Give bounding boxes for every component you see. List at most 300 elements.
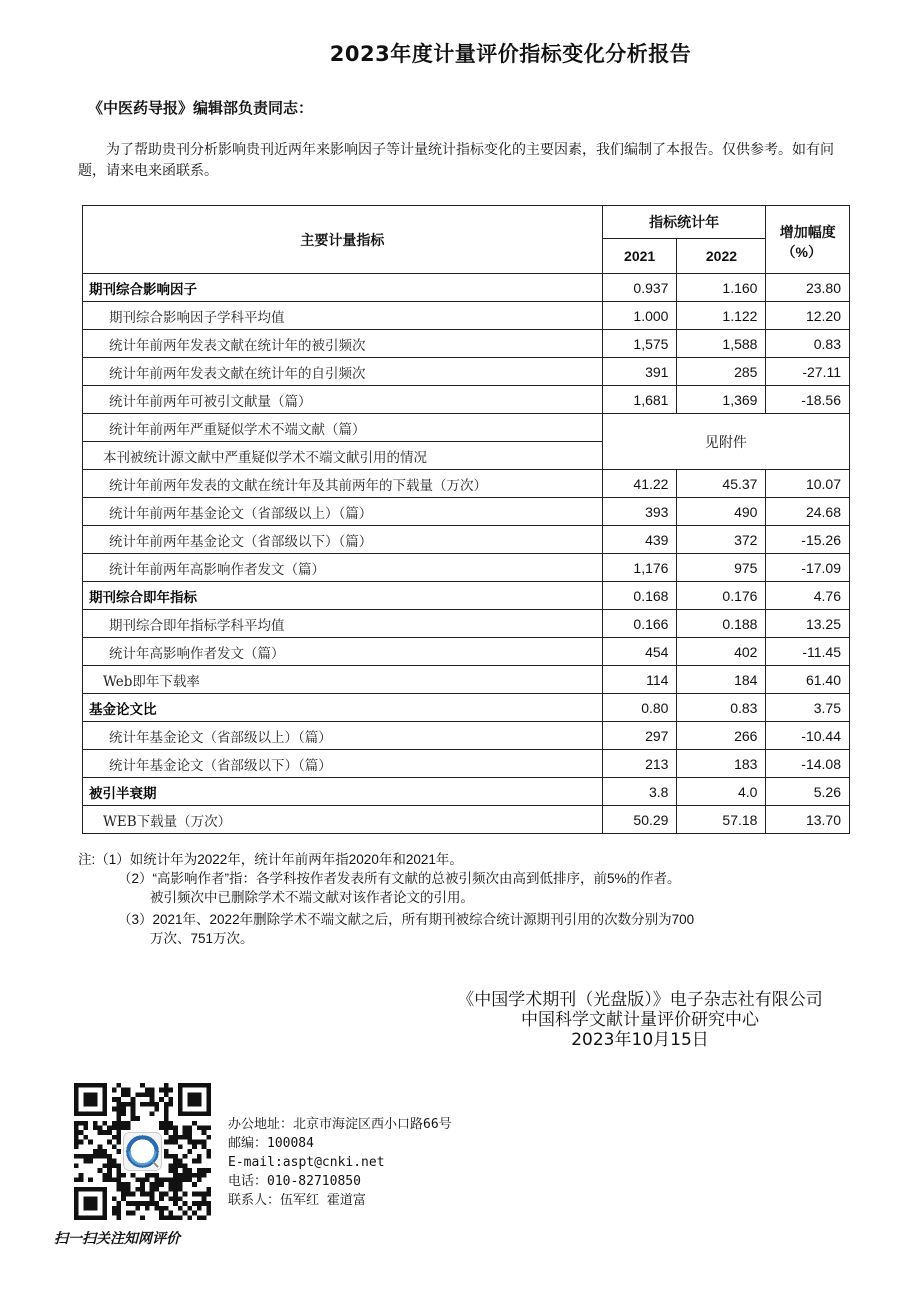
metric-label: 统计年基金论文（省部级以下）（篇） bbox=[83, 750, 603, 778]
table-row bbox=[83, 330, 850, 358]
qr-module bbox=[135, 1116, 140, 1121]
qr-module bbox=[79, 1140, 84, 1145]
qr-module bbox=[187, 1140, 192, 1145]
value-2021: 50.29 bbox=[602, 806, 677, 834]
value-change: 13.70 bbox=[766, 806, 850, 834]
qr-module bbox=[202, 1140, 207, 1145]
qr-module bbox=[140, 1083, 145, 1088]
qr-module bbox=[107, 1126, 112, 1131]
qr-module bbox=[121, 1187, 126, 1192]
qr-module bbox=[126, 1092, 131, 1097]
value-change: -27.11 bbox=[766, 358, 850, 386]
value-2022: 266 bbox=[677, 722, 766, 750]
value-2022: 372 bbox=[677, 526, 766, 554]
qr-module bbox=[159, 1196, 164, 1201]
qr-module bbox=[126, 1121, 131, 1126]
qr-module bbox=[164, 1116, 169, 1121]
qr-module bbox=[192, 1211, 197, 1216]
merged-attachment-note: 见附件 bbox=[602, 414, 849, 470]
qr-module bbox=[131, 1107, 136, 1112]
qr-module bbox=[145, 1201, 150, 1206]
qr-module bbox=[112, 1144, 117, 1149]
qr-module bbox=[173, 1168, 178, 1173]
qr-module bbox=[145, 1173, 150, 1178]
qr-module bbox=[102, 1177, 107, 1182]
qr-module bbox=[88, 1159, 93, 1164]
value-change: -14.08 bbox=[766, 750, 850, 778]
qr-module bbox=[178, 1159, 183, 1164]
value-2021: 0.166 bbox=[602, 610, 677, 638]
qr-module bbox=[140, 1182, 145, 1187]
qr-module bbox=[126, 1211, 131, 1216]
qr-module bbox=[187, 1126, 192, 1131]
value-change: -10.44 bbox=[766, 722, 850, 750]
greeting: 《中医药导报》编辑部负责同志： bbox=[88, 99, 314, 117]
qr-module bbox=[126, 1201, 131, 1206]
value-2022: 402 bbox=[677, 638, 766, 666]
qr-module bbox=[140, 1192, 145, 1197]
qr-module bbox=[154, 1107, 159, 1112]
qr-module bbox=[168, 1215, 173, 1220]
qr-module bbox=[98, 1144, 103, 1149]
qr-finder-top-left bbox=[74, 1083, 107, 1116]
qr-module bbox=[145, 1088, 150, 1093]
qr-module bbox=[178, 1173, 183, 1178]
value-2022: 0.83 bbox=[677, 694, 766, 722]
qr-module bbox=[117, 1107, 122, 1112]
qr-module bbox=[154, 1177, 159, 1182]
note-3-cont: 万次、751万次。 bbox=[150, 931, 254, 946]
qr-module bbox=[117, 1173, 122, 1178]
qr-module bbox=[150, 1173, 155, 1178]
qr-module bbox=[197, 1206, 202, 1211]
metric-label: 基金论文比 bbox=[83, 694, 603, 722]
qr-module bbox=[112, 1097, 117, 1102]
qr-module bbox=[79, 1130, 84, 1135]
qr-module bbox=[206, 1126, 211, 1131]
qr-code-icon[interactable] bbox=[74, 1083, 211, 1220]
note-1: 注:（1）如统计年为2022年，统计年前两年指2020年和2021年。 bbox=[78, 852, 463, 867]
value-2021: 0.168 bbox=[602, 582, 677, 610]
value-2021: 439 bbox=[602, 526, 677, 554]
qr-module bbox=[168, 1187, 173, 1192]
qr-module bbox=[206, 1211, 211, 1216]
qr-module bbox=[173, 1187, 178, 1192]
qr-module bbox=[117, 1182, 122, 1187]
qr-module bbox=[164, 1121, 169, 1126]
qr-module bbox=[126, 1126, 131, 1131]
qr-module bbox=[168, 1154, 173, 1159]
qr-module bbox=[168, 1163, 173, 1168]
qr-module bbox=[202, 1192, 207, 1197]
contact-info bbox=[228, 1115, 452, 1210]
metric-label: 统计年前两年严重疑似学术不端文献（篇） bbox=[83, 414, 603, 442]
contact-persons: 联系人：伍军红 霍道富 bbox=[228, 1193, 366, 1208]
qr-module bbox=[112, 1206, 117, 1211]
qr-module bbox=[197, 1192, 202, 1197]
qr-module bbox=[107, 1130, 112, 1135]
qr-module bbox=[126, 1088, 131, 1093]
qr-module bbox=[206, 1192, 211, 1197]
table-row bbox=[83, 778, 850, 806]
value-2021: 114 bbox=[602, 666, 677, 694]
qr-module bbox=[178, 1215, 183, 1220]
qr-module bbox=[178, 1206, 183, 1211]
qr-module bbox=[183, 1173, 188, 1178]
qr-module bbox=[117, 1116, 122, 1121]
qr-module bbox=[178, 1163, 183, 1168]
qr-module bbox=[164, 1092, 169, 1097]
qr-module bbox=[140, 1092, 145, 1097]
qr-module bbox=[178, 1182, 183, 1187]
qr-module bbox=[173, 1154, 178, 1159]
value-2021: 454 bbox=[602, 638, 677, 666]
qr-module bbox=[173, 1173, 178, 1178]
qr-module bbox=[159, 1097, 164, 1102]
qr-module bbox=[121, 1092, 126, 1097]
qr-module bbox=[102, 1154, 107, 1159]
qr-module bbox=[164, 1111, 169, 1116]
notes bbox=[78, 850, 848, 948]
qr-module bbox=[197, 1215, 202, 1220]
qr-module bbox=[117, 1126, 122, 1131]
header-metric: 主要计量指标 bbox=[83, 206, 603, 274]
qr-module bbox=[206, 1201, 211, 1206]
qr-module bbox=[74, 1177, 79, 1182]
qr-module bbox=[173, 1215, 178, 1220]
qr-module bbox=[107, 1168, 112, 1173]
metric-label: 统计年基金论文（省部级以上）（篇） bbox=[83, 722, 603, 750]
signoff bbox=[400, 990, 880, 1050]
qr-module bbox=[74, 1130, 79, 1135]
qr-module bbox=[173, 1192, 178, 1197]
qr-caption: 扫一扫关注知网评价 bbox=[54, 1231, 180, 1247]
qr-module bbox=[93, 1149, 98, 1154]
qr-module bbox=[168, 1177, 173, 1182]
table-row bbox=[83, 414, 850, 442]
qr-module bbox=[187, 1215, 192, 1220]
value-2021: 0.937 bbox=[602, 274, 677, 302]
contact-phone: 电话：010-82710850 bbox=[228, 1174, 361, 1189]
qr-module bbox=[164, 1192, 169, 1197]
qr-module bbox=[117, 1168, 122, 1173]
intro-text: 为了帮助贵刊分析影响贵刊近两年来影响因子等计量统计指标变化的主要因素，我们编制了本报告。仅供参考。如有问题，请来电来函联系。 bbox=[78, 142, 834, 179]
qr-module bbox=[187, 1135, 192, 1140]
qr-module bbox=[197, 1168, 202, 1173]
qr-module bbox=[183, 1126, 188, 1131]
qr-module bbox=[168, 1126, 173, 1131]
qr-module bbox=[187, 1168, 192, 1173]
qr-module bbox=[164, 1102, 169, 1107]
qr-module bbox=[183, 1211, 188, 1216]
qr-module bbox=[168, 1182, 173, 1187]
qr-module bbox=[183, 1135, 188, 1140]
qr-module bbox=[131, 1173, 136, 1178]
qr-center-logo bbox=[124, 1133, 162, 1171]
qr-module bbox=[168, 1140, 173, 1145]
intro-paragraph bbox=[78, 140, 843, 182]
qr-module bbox=[197, 1173, 202, 1178]
qr-module bbox=[117, 1177, 122, 1182]
qr-module bbox=[150, 1187, 155, 1192]
metrics-table bbox=[82, 205, 850, 834]
qr-module bbox=[121, 1192, 126, 1197]
qr-module bbox=[83, 1159, 88, 1164]
qr-module bbox=[206, 1149, 211, 1154]
qr-module bbox=[117, 1111, 122, 1116]
qr-module bbox=[74, 1154, 79, 1159]
qr-module bbox=[135, 1092, 140, 1097]
qr-module bbox=[168, 1168, 173, 1173]
qr-module bbox=[145, 1177, 150, 1182]
qr-module bbox=[83, 1154, 88, 1159]
qr-module bbox=[154, 1182, 159, 1187]
qr-module bbox=[121, 1126, 126, 1131]
qr-module bbox=[202, 1201, 207, 1206]
value-2022: 1.160 bbox=[677, 274, 766, 302]
value-2022: 1,369 bbox=[677, 386, 766, 414]
qr-module bbox=[121, 1088, 126, 1093]
value-2022: 490 bbox=[677, 498, 766, 526]
table-row bbox=[83, 386, 850, 414]
header-year-2022: 2022 bbox=[677, 239, 766, 274]
qr-module bbox=[140, 1102, 145, 1107]
qr-module bbox=[112, 1177, 117, 1182]
qr-module bbox=[121, 1173, 126, 1178]
qr-module bbox=[159, 1211, 164, 1216]
qr-module bbox=[173, 1182, 178, 1187]
qr-module bbox=[107, 1140, 112, 1145]
value-2022: 1.122 bbox=[677, 302, 766, 330]
table-header-row bbox=[83, 206, 850, 239]
signoff-org1: 《中国学术期刊（光盘版）》电子杂志社有限公司 bbox=[457, 990, 823, 1010]
qr-module bbox=[98, 1149, 103, 1154]
qr-module bbox=[183, 1168, 188, 1173]
qr-module bbox=[112, 1088, 117, 1093]
qr-module bbox=[79, 1177, 84, 1182]
qr-module bbox=[112, 1159, 117, 1164]
qr-module bbox=[192, 1159, 197, 1164]
table-row bbox=[83, 274, 850, 302]
qr-module bbox=[131, 1201, 136, 1206]
qr-module bbox=[79, 1173, 84, 1178]
qr-module bbox=[79, 1121, 84, 1126]
qr-module bbox=[197, 1159, 202, 1164]
qr-module bbox=[164, 1083, 169, 1088]
qr-module bbox=[117, 1135, 122, 1140]
metric-label: 统计年前两年发表文献在统计年的自引频次 bbox=[83, 358, 603, 386]
qr-module bbox=[206, 1187, 211, 1192]
qr-module bbox=[145, 1092, 150, 1097]
qr-module bbox=[135, 1177, 140, 1182]
qr-module bbox=[140, 1215, 145, 1220]
qr-module bbox=[164, 1149, 169, 1154]
qr-module bbox=[117, 1102, 122, 1107]
qr-module bbox=[102, 1163, 107, 1168]
qr-module bbox=[131, 1102, 136, 1107]
value-2021: 41.22 bbox=[602, 470, 677, 498]
qr-module bbox=[83, 1135, 88, 1140]
qr-module bbox=[79, 1154, 84, 1159]
signoff-org2: 中国科学文献计量评价研究中心 bbox=[521, 1010, 759, 1030]
qr-module bbox=[135, 1187, 140, 1192]
qr-module bbox=[112, 1126, 117, 1131]
qr-module bbox=[164, 1154, 169, 1159]
qr-module bbox=[159, 1182, 164, 1187]
qr-module bbox=[102, 1149, 107, 1154]
qr-module bbox=[159, 1192, 164, 1197]
qr-module bbox=[117, 1215, 122, 1220]
metric-label: 期刊综合影响因子 bbox=[83, 274, 603, 302]
value-change: 61.40 bbox=[766, 666, 850, 694]
qr-module bbox=[183, 1192, 188, 1197]
value-2022: 45.37 bbox=[677, 470, 766, 498]
qr-module bbox=[192, 1173, 197, 1178]
value-2022: 0.176 bbox=[677, 582, 766, 610]
table-row bbox=[83, 610, 850, 638]
qr-module bbox=[206, 1206, 211, 1211]
qr-module bbox=[187, 1206, 192, 1211]
qr-module bbox=[197, 1177, 202, 1182]
qr-module bbox=[150, 1201, 155, 1206]
qr-module bbox=[164, 1088, 169, 1093]
qr-module bbox=[150, 1182, 155, 1187]
metric-label: WEB下载量（万次） bbox=[83, 806, 603, 834]
qr-module bbox=[197, 1154, 202, 1159]
qr-module bbox=[168, 1097, 173, 1102]
metric-label: 统计年前两年发表文献在统计年的被引频次 bbox=[83, 330, 603, 358]
qr-finder-top-right bbox=[178, 1083, 211, 1116]
value-change: 4.76 bbox=[766, 582, 850, 610]
header-change-line1: 增加幅度 bbox=[779, 223, 836, 240]
qr-module bbox=[98, 1168, 103, 1173]
table-row bbox=[83, 526, 850, 554]
qr-module bbox=[140, 1187, 145, 1192]
qr-module bbox=[107, 1159, 112, 1164]
qr-module bbox=[159, 1088, 164, 1093]
qr-module bbox=[187, 1149, 192, 1154]
qr-module bbox=[168, 1088, 173, 1093]
note-3: （3）2021年、2022年删除学术不端文献之后，所有期刊被综合统计源期刊引用的次数分别为700 bbox=[118, 912, 695, 927]
qr-module bbox=[150, 1192, 155, 1197]
value-2021: 1,681 bbox=[602, 386, 677, 414]
metric-label: 统计年前两年基金论文（省部级以下）（篇） bbox=[83, 526, 603, 554]
qr-module bbox=[121, 1107, 126, 1112]
qr-module bbox=[150, 1097, 155, 1102]
value-change: 12.20 bbox=[766, 302, 850, 330]
qr-module bbox=[117, 1140, 122, 1145]
qr-module bbox=[102, 1130, 107, 1135]
qr-module bbox=[197, 1201, 202, 1206]
qr-module bbox=[74, 1135, 79, 1140]
value-2022: 57.18 bbox=[677, 806, 766, 834]
table-row bbox=[83, 358, 850, 386]
qr-module bbox=[192, 1140, 197, 1145]
qr-module bbox=[117, 1097, 122, 1102]
qr-module bbox=[112, 1196, 117, 1201]
value-change: -17.09 bbox=[766, 554, 850, 582]
metric-label: 统计年前两年高影响作者发文（篇） bbox=[83, 554, 603, 582]
qr-module bbox=[183, 1201, 188, 1206]
value-change: 0.83 bbox=[766, 330, 850, 358]
qr-module bbox=[88, 1154, 93, 1159]
qr-module bbox=[135, 1206, 140, 1211]
metric-label: Web即年下载率 bbox=[83, 666, 603, 694]
table-row bbox=[83, 498, 850, 526]
qr-module bbox=[93, 1154, 98, 1159]
header-year-2021: 2021 bbox=[602, 239, 677, 274]
qr-module bbox=[154, 1173, 159, 1178]
qr-module bbox=[164, 1206, 169, 1211]
qr-module bbox=[107, 1163, 112, 1168]
qr-module bbox=[145, 1192, 150, 1197]
qr-module bbox=[121, 1121, 126, 1126]
qr-module bbox=[178, 1177, 183, 1182]
value-change: 5.26 bbox=[766, 778, 850, 806]
qr-module bbox=[74, 1144, 79, 1149]
qr-module bbox=[178, 1196, 183, 1201]
qr-module bbox=[202, 1126, 207, 1131]
qr-module bbox=[74, 1121, 79, 1126]
qr-module bbox=[102, 1121, 107, 1126]
qr-module bbox=[145, 1206, 150, 1211]
value-change: -11.45 bbox=[766, 638, 850, 666]
table-row bbox=[83, 694, 850, 722]
qr-module bbox=[202, 1215, 207, 1220]
value-2022: 4.0 bbox=[677, 778, 766, 806]
metric-label: 统计年前两年基金论文（省部级以上）（篇） bbox=[83, 498, 603, 526]
qr-module bbox=[173, 1140, 178, 1145]
qr-module bbox=[117, 1211, 122, 1216]
qr-module bbox=[98, 1154, 103, 1159]
qr-module bbox=[173, 1130, 178, 1135]
qr-module bbox=[159, 1126, 164, 1131]
qr-module bbox=[192, 1201, 197, 1206]
table-row bbox=[83, 302, 850, 330]
qr-module bbox=[173, 1196, 178, 1201]
qr-module bbox=[183, 1163, 188, 1168]
note-2-cont: 被引频次中已删除学术不端文献对该作者论文的引用。 bbox=[150, 890, 474, 905]
qr-module bbox=[197, 1140, 202, 1145]
qr-module bbox=[192, 1144, 197, 1149]
qr-module bbox=[173, 1159, 178, 1164]
qr-module bbox=[202, 1130, 207, 1135]
qr-module bbox=[183, 1130, 188, 1135]
note-2: （2）“高影响作者”指：各学科按作者发表所有文献的总被引频次由高到低排序，前5%的作者。 bbox=[118, 871, 681, 886]
value-change: 3.75 bbox=[766, 694, 850, 722]
qr-module bbox=[93, 1126, 98, 1131]
value-2021: 213 bbox=[602, 750, 677, 778]
qr-module bbox=[202, 1144, 207, 1149]
qr-module bbox=[173, 1126, 178, 1131]
qr-module bbox=[173, 1201, 178, 1206]
qr-module bbox=[164, 1107, 169, 1112]
qr-module bbox=[117, 1121, 122, 1126]
qr-finder-bottom-left bbox=[74, 1187, 107, 1220]
qr-module bbox=[183, 1154, 188, 1159]
value-change: 13.25 bbox=[766, 610, 850, 638]
qr-module bbox=[197, 1126, 202, 1131]
qr-module bbox=[173, 1177, 178, 1182]
qr-module bbox=[202, 1173, 207, 1178]
value-2021: 1,176 bbox=[602, 554, 677, 582]
header-change bbox=[766, 206, 850, 274]
qr-module bbox=[112, 1107, 117, 1112]
value-2021: 0.80 bbox=[602, 694, 677, 722]
qr-module bbox=[183, 1177, 188, 1182]
value-2022: 1,588 bbox=[677, 330, 766, 358]
qr-module bbox=[202, 1168, 207, 1173]
